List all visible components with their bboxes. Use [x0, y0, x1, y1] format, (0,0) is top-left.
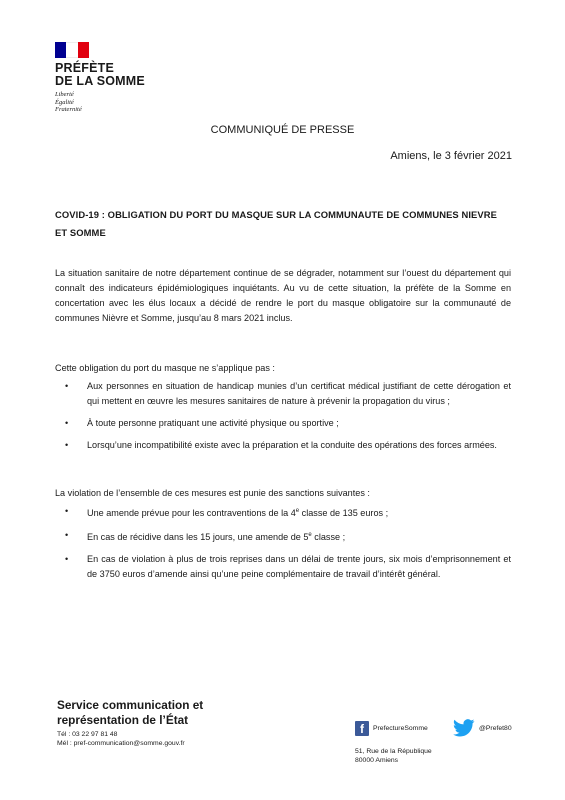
twitter-handle[interactable]: @Prefet80: [479, 725, 512, 732]
bullet-icon: •: [65, 440, 69, 450]
prefecture-line1: PRÉFÈTE: [55, 61, 115, 75]
press-release-heading: COMMUNIQUÉ DE PRESSE: [210, 124, 355, 136]
prefecture-name: [55, 62, 145, 88]
bullet-icon: •: [65, 381, 69, 391]
intro-paragraph: La situation sanitaire de notre département continue de se dégrader, notamment sur l’ouest du département qui connaît des indicateurs épidémiologiques inquiétants. Au vu de cette situation, la préfète de la Somme en concertation avec les élus locaux a décidé de rendre le port du masque obligatoire sur la communauté de communes Nièvre et Somme, jusqu’au 8 mars 2021 inclus.: [55, 268, 511, 323]
exceptions-list: [55, 379, 511, 460]
list-item: [55, 438, 511, 453]
bullet-icon: •: [65, 418, 69, 428]
motto-liberte: Liberté: [55, 91, 74, 98]
list-item: [55, 379, 511, 409]
facebook-icon[interactable]: f: [355, 721, 369, 736]
list-item: [55, 552, 511, 582]
sanction-text: En cas de violation à plus de trois reprises dans un délai de trente jours, six mois d’emprisonnement et de 3750 euros d’amende ainsi qu’une peine complémentaire de travail d’intérêt général.: [87, 554, 511, 580]
footer-service: [57, 698, 203, 748]
superscript: e: [295, 508, 300, 514]
sanction-text-a: Une amende prévue pour les contraventions de la 4: [87, 508, 296, 519]
list-item: [55, 528, 511, 545]
twitter-icon[interactable]: [453, 719, 475, 739]
document-title: COVID-19 : OBLIGATION DU PORT DU MASQUE SUR LA COMMUNAUTE DE COMMUNES NIEVRE ET SOMME: [55, 209, 497, 238]
exception-text: Lorsqu’une incompatibilité existe avec la préparation et la conduite des opérations des forces armées.: [87, 440, 497, 450]
document-date: Amiens, le 3 février 2021: [390, 150, 512, 162]
phone: Tél : 03 22 97 81 48: [57, 731, 118, 738]
sanctions-list: [55, 504, 511, 589]
address-line2: 80000 Amiens: [355, 757, 399, 764]
motto: [55, 91, 145, 114]
bullet-icon: •: [65, 554, 69, 565]
service-line2: représentation de l’État: [57, 713, 189, 727]
prefecture-logo: [55, 42, 145, 114]
sanctions-intro: La violation de l’ensemble de ces mesures est punie des sanctions suivantes :: [55, 488, 370, 498]
exception-text: Aux personnes en situation de handicap munies d’un certificat médical justifiant de cette dérogation et qui mettent en œuvre les mesures sanitaires de nature à prévenir la propagation du virus ;: [87, 381, 511, 406]
email-link[interactable]: Mél : pref-communication@somme.gouv.fr: [57, 740, 185, 747]
prefecture-line2: DE LA SOMME: [55, 74, 145, 88]
sanction-text-b: classe ;: [311, 532, 346, 543]
bullet-icon: •: [65, 506, 69, 516]
service-line1: Service communication et: [57, 698, 204, 712]
bullet-icon: •: [65, 530, 69, 541]
exception-text: À toute personne pratiquant une activité physique ou sportive ;: [87, 418, 339, 428]
french-flag-icon: [55, 42, 89, 58]
sanction-text-b: classe de 135 euros ;: [299, 508, 389, 519]
motto-fraternite: Fraternité: [55, 106, 82, 113]
list-item: [55, 416, 511, 431]
address-line1: 51, Rue de la République: [355, 748, 432, 755]
superscript: e: [308, 532, 312, 539]
contact-info: [57, 730, 203, 748]
facebook-handle[interactable]: PrefectureSomme: [373, 725, 428, 732]
exceptions-intro: Cette obligation du port du masque ne s’applique pas :: [55, 363, 275, 373]
sanction-text-a: En cas de récidive dans les 15 jours, une amende de 5: [87, 532, 309, 543]
motto-egalite: Égalité: [55, 98, 74, 106]
postal-address: [355, 747, 432, 765]
list-item: [55, 504, 511, 521]
service-name: [57, 698, 203, 728]
twitter-bird-icon: [453, 719, 475, 737]
